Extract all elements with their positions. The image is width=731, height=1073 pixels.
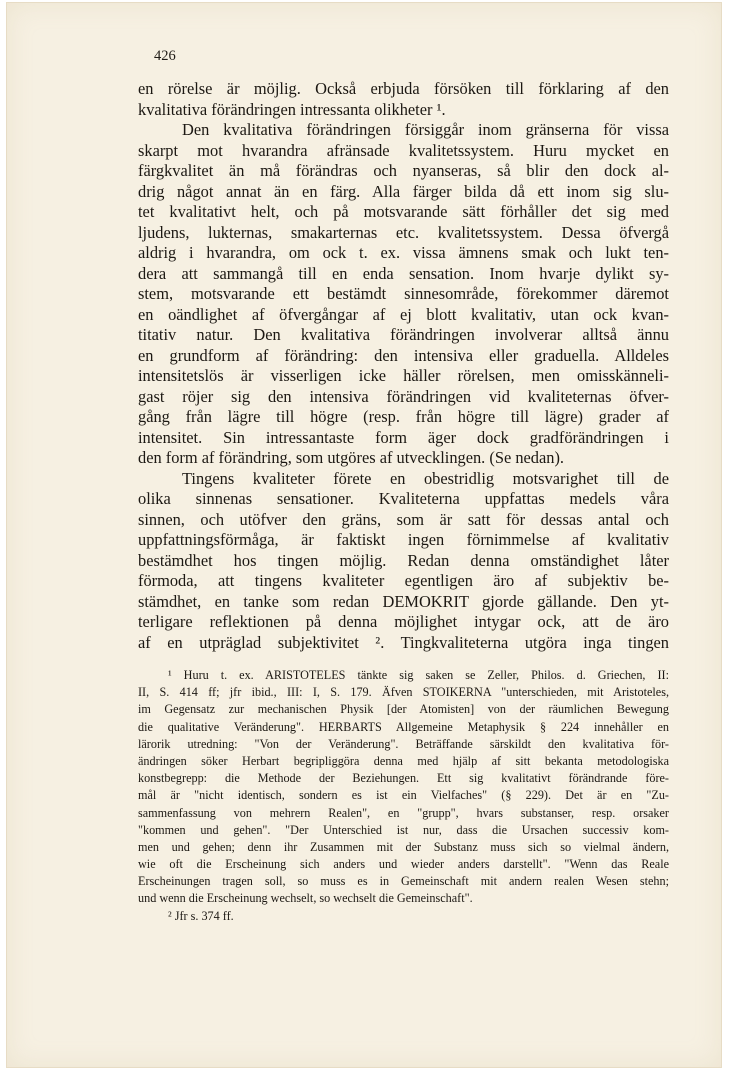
footnote-separator [138, 653, 669, 667]
text-line: ljudens, lukternas, smakarternas etc. kvalitetssystem. Dessa öfvergå [138, 222, 669, 242]
footnote-line: konstbegrepp: die Methode der Beziehungen. Ett sig kvalitativt förändrande före- [138, 771, 669, 786]
text-line: terligare reflektionen på denna möjlighet intygar ock, att de äro [138, 612, 669, 631]
footnote-line: II, S. 414 ff; jfr ibid., III: I, S. 179. Äfven STOIKERNA "unterschieden, mit Aristoteles, [138, 685, 669, 700]
page-number: 426 [154, 48, 176, 64]
footnote-line: "kommen und gehen". "Der Unterschied ist nur, dass die Ursachen successiv kom- [138, 822, 669, 837]
text-line: gång från lägre till högre (resp. från högre till lägre) grader af [138, 407, 669, 426]
text-line: den form af förändring, som utgöres af utvecklingen. (Se nedan). [138, 448, 565, 467]
text-line: stem, motsvarande ett bestämdt sinnesområde, förekommer däremot [138, 284, 669, 303]
text-line: af en utpräglad subjektivitet ². Tingkvaliteterna utgöra inga tingen [138, 632, 669, 652]
text-line: bestämdhet hos tingen möjlig. Redan denna omständighet låter [138, 550, 669, 570]
text-line: aldrig i hvarandra, om ock t. ex. vissa ämnens smak och lukt ten- [138, 243, 669, 262]
text-line: uppfattningsförmåga, är faktiskt ingen förnimmelse af kvalitativ [138, 530, 669, 549]
footnote-line: mål är "nicht identisch, sondern es ist ein Vielfaches" (§ 229). Det är en "Zu- [138, 788, 669, 803]
text-line: Tingens kvaliteter förete en obestridlig motsvarighet till de [182, 468, 669, 488]
text-line: titativ natur. Den kvalitativa förändringen involverar alltså ännu [138, 325, 669, 344]
footnote-line: ändringen söker Herbart begripliggöra denna med hjälp af sitt bekanta metodologiska [138, 753, 669, 768]
text-line: en oändlighet af öfvergångar af ej blott kvalitativ, utan ock kvan- [138, 304, 669, 324]
footnote-line: men und gehen; denn ihr Zusammen mit der Substanz muss sich so vielmal ändern, [138, 839, 669, 854]
footnote-line: wie oft die Erscheinung sich anders und wieder anders darstellt". "Wenn das Reale [138, 857, 669, 872]
footnote-line: die qualitative Veränderung". HERBARTS Allgemeine Metaphysik § 224 innehåller en [138, 719, 669, 734]
text-line: drig något annat än en färg. Alla färger bilda då ett inom sig slu- [138, 181, 669, 201]
text-line: sinnen, och utöfver den gräns, som är satt för dessas antal och [138, 509, 669, 529]
text-line: olika sinnenas sensationer. Kvaliteterna uppfattas medels våra [138, 489, 669, 508]
text-line: kvalitativa förändringen intressanta olikheter ¹. [138, 99, 446, 119]
text-line: skarpt mot hvarandra afränsade kvalitetssystem. Huru mycket en [138, 140, 669, 160]
text-line: dera att sammangå till en enda sensation. Inom hvarje dylikt sy- [138, 263, 669, 283]
footnote-line: im Gegensatz zur mechanischen Physik [der Atomisten] von der räumlichen Bewegung [138, 702, 669, 717]
text-line: stämdhet, en tanke som redan DEMOKRIT gjorde gällande. Den yt- [138, 591, 669, 611]
book-page [6, 2, 722, 1068]
text-line: färgkvalitet än må förändras och nyanseras, så blir den dock al- [138, 161, 669, 180]
footnote-line: sammenfassung von mehrern Realen", en "grupp", hvars substanser, resp. orsaker [138, 805, 669, 820]
footnote-line: ¹ Huru t. ex. ARISTOTELES tänkte sig saken se Zeller, Philos. d. Griechen, II: [168, 668, 669, 682]
footnote-line: lärorik utredning: "Von der Veränderung". Beträffande särskildt den kvalitativa för- [138, 736, 669, 751]
text-line: en rörelse är möjlig. Också erbjuda försöken till förklaring af den [138, 79, 669, 98]
text-line: intensitet. Sin intressantaste form äger dock gradförändringen i [138, 427, 669, 447]
text-line: gast röjer sig den intensiva förändringen vid kvaliteternas öfver- [138, 386, 669, 406]
text-line: en grundform af förändring: den intensiva eller graduella. Alldeles [138, 345, 669, 365]
footnote-line: Erscheinungen tragen soll, so muss es in Gemeinschaft mit andern realen Wesen stehn; [138, 874, 669, 889]
footnote-line: ² Jfr s. 374 ff. [168, 908, 234, 923]
footnote-line: und wenn die Erscheinung wechselt, so wechselt die Gemeinschaft". [138, 891, 473, 906]
text-line: intensitetslös är visserligen icke häller rörelsen, men omisskänneli- [138, 366, 669, 385]
text-line: Den kvalitativa förändringen försiggår inom gränserna för vissa [182, 120, 669, 139]
text-line: förmoda, att tingens kvaliteter egentligen äro af subjektiv be- [138, 571, 669, 590]
body-text [138, 79, 669, 925]
text-line: tet kvalitativt helt, och på motsvarande sätt förhåller det sig med [138, 202, 669, 221]
